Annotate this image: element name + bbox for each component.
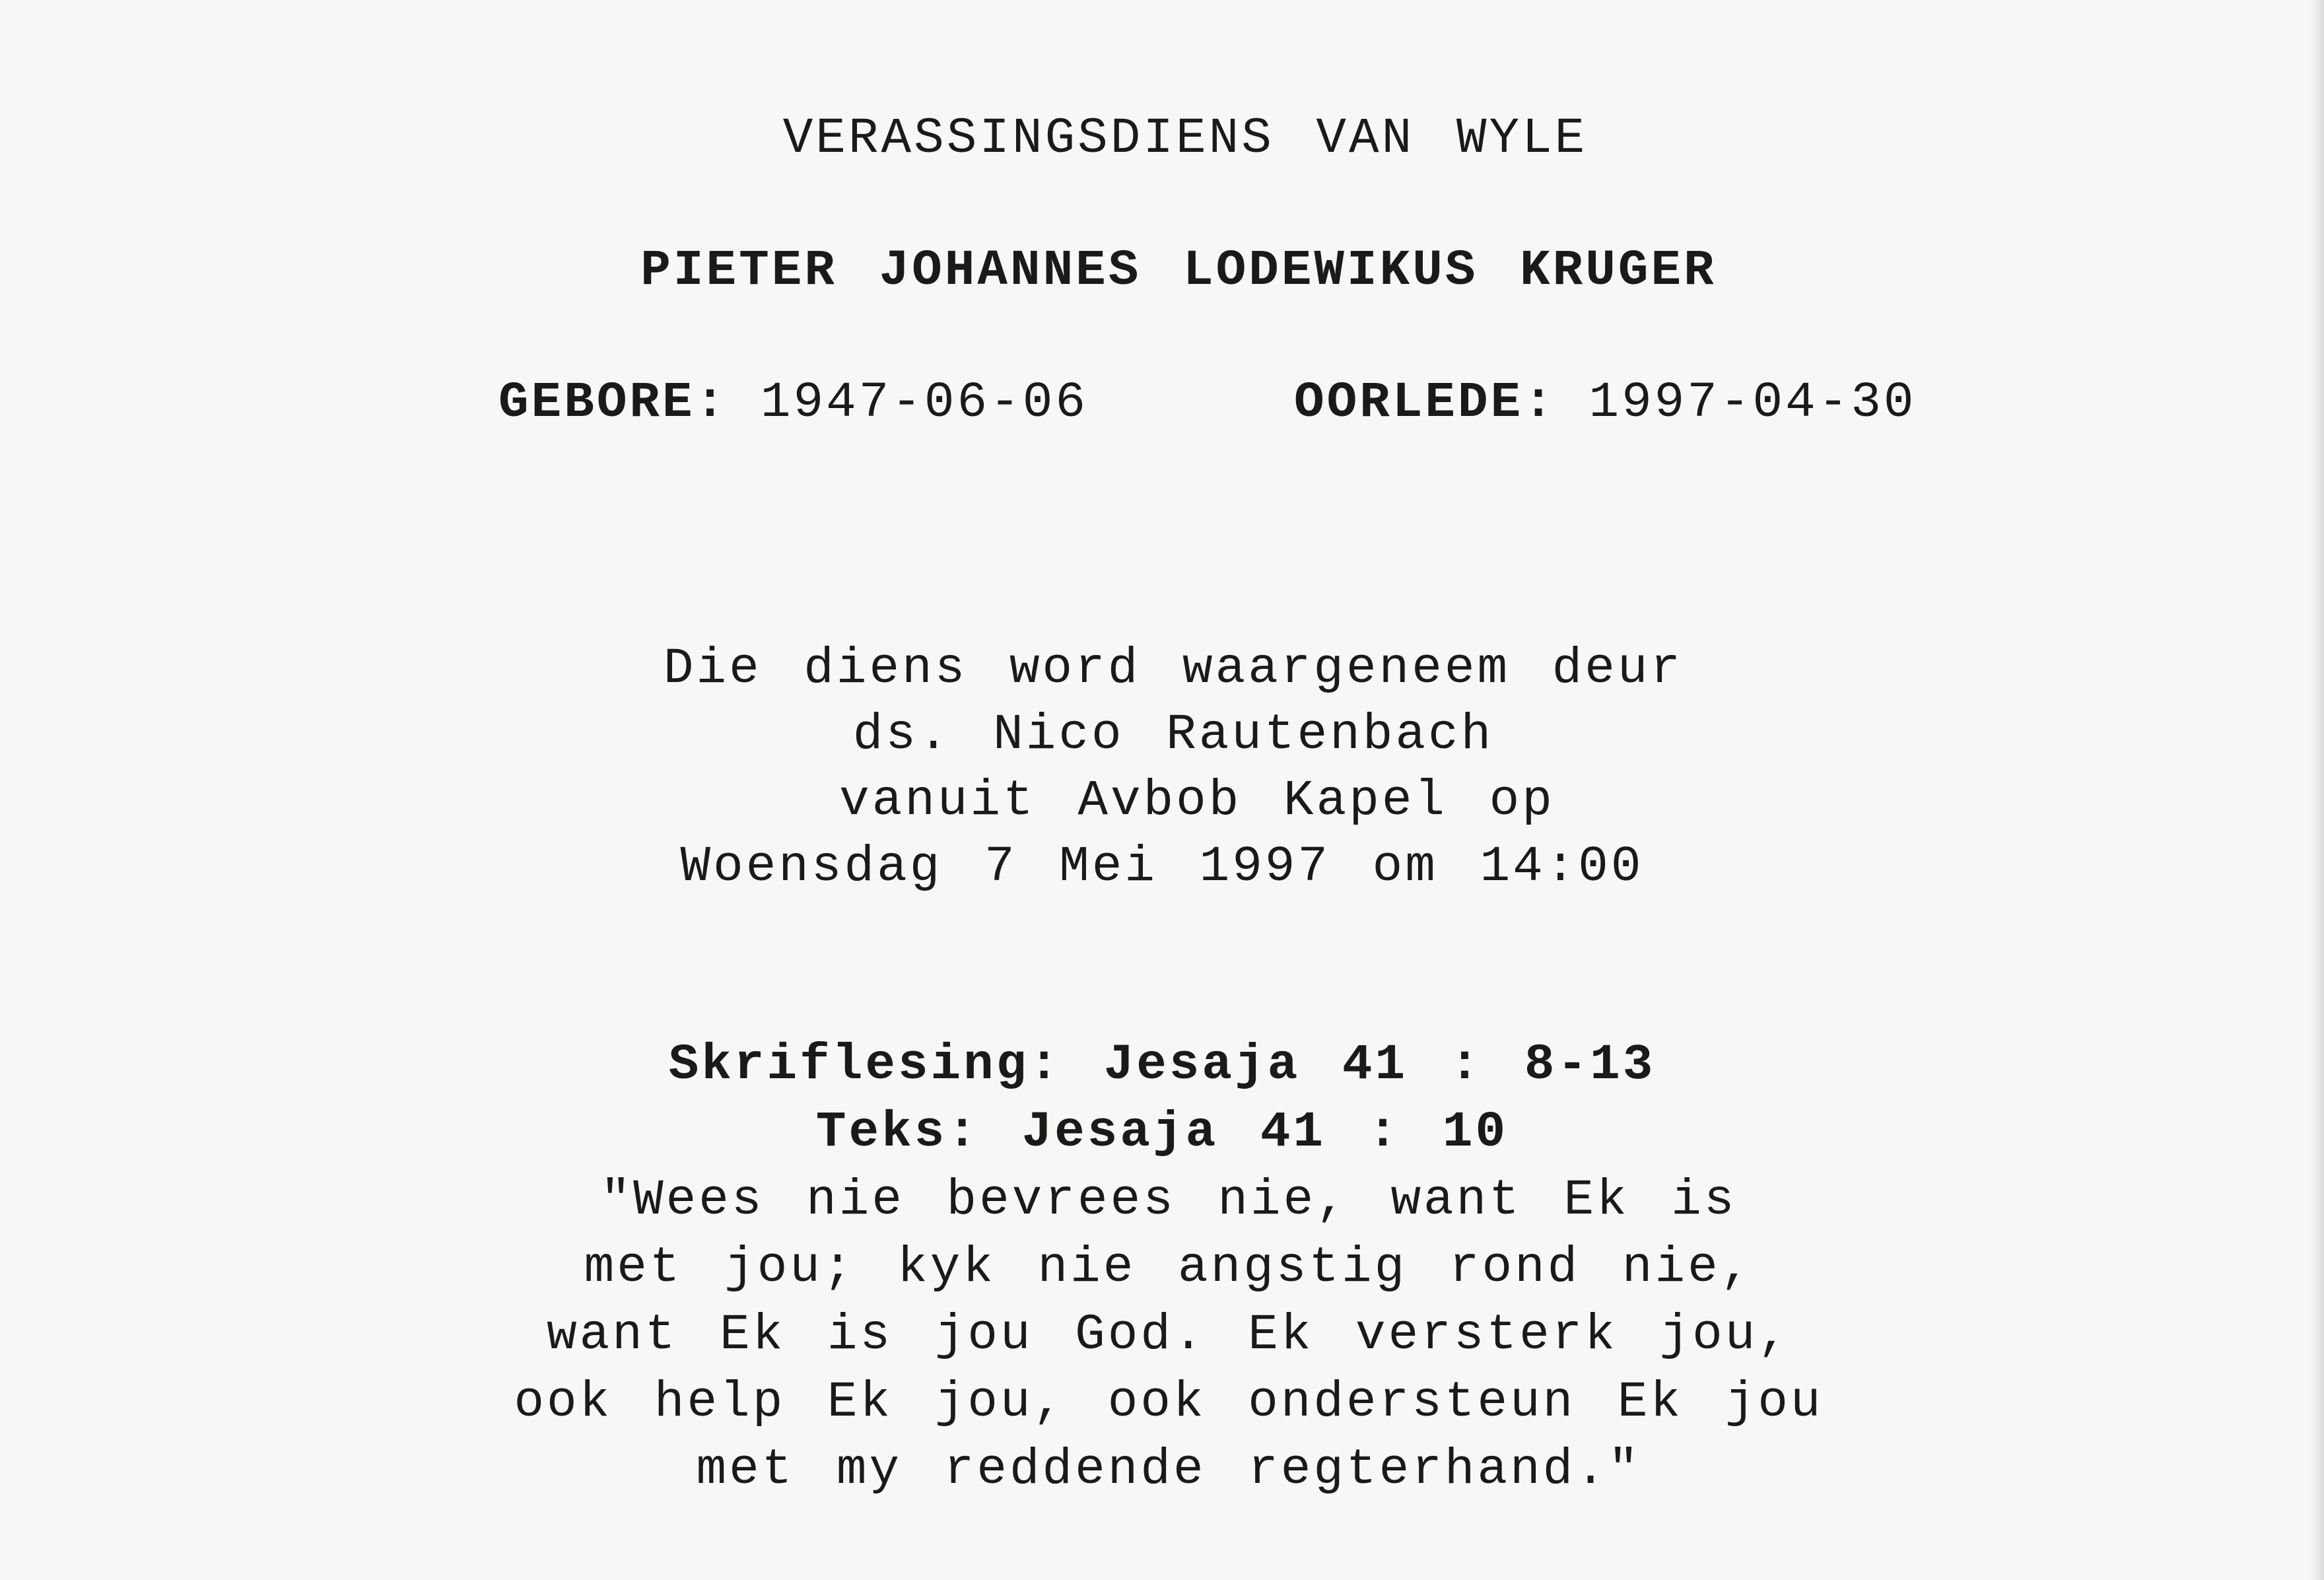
service-line: vanuit Avbob Kapel op (839, 773, 1555, 829)
service-line: Woensdag 7 Mei 1997 om 14:00 (680, 839, 1644, 895)
service-line: Die diens word waargeneem deur (663, 640, 1684, 697)
quote-line: want Ek is jou God. Ek versterk jou, (547, 1307, 1791, 1363)
service-title: VERASSINGSDIENS VAN WYLE (782, 110, 1588, 167)
birth-value: 1947-06-06 (760, 374, 1088, 431)
death-date (1294, 370, 1917, 436)
service-line: ds. Nico Rautenbach (852, 706, 1494, 763)
sermon-text-ref: Teks: Jesaja 41 : 10 (815, 1104, 1509, 1161)
death-label: OORLEDE: (1294, 374, 1556, 431)
scripture-reading: Skriflesing: Jesaja 41 : 8-13 (668, 1037, 1656, 1093)
quote-line: "Wees nie bevrees nie, want Ek is (600, 1172, 1737, 1229)
death-value: 1997-04-30 (1589, 374, 1917, 431)
dates-row (0, 370, 2324, 436)
birth-label: GEBORE: (498, 374, 728, 431)
page-edge-shadow (2309, 0, 2324, 1580)
deceased-name: PIETER JOHANNES LODEWIKUS KRUGER (640, 242, 1717, 299)
birth-date (498, 370, 1088, 436)
quote-line: ook help Ek jou, ook ondersteun Ek jou (514, 1374, 1824, 1431)
quote-line: met jou; kyk nie angstig rond nie, (584, 1239, 1754, 1296)
quote-line: met my reddende regterhand." (696, 1441, 1641, 1498)
